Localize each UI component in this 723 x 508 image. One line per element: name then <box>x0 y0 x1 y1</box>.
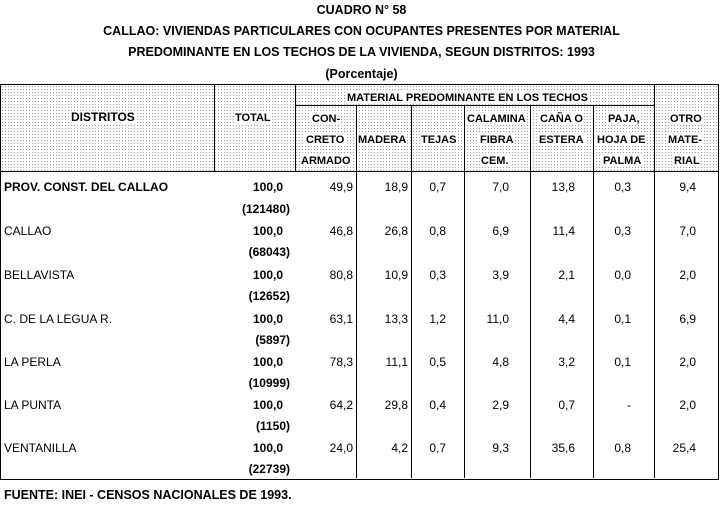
header-calamina-2: FIBRA <box>480 134 514 146</box>
row-calamina: 11,0 <box>486 312 509 326</box>
row-otro: 7,0 <box>679 224 696 238</box>
row-total: 100,0 <box>252 180 283 194</box>
row-paja: 0,1 <box>614 355 631 369</box>
row-calamina: 3,9 <box>492 268 509 282</box>
row-otro: 2,0 <box>679 355 696 369</box>
row-total: 100,0 <box>252 268 283 282</box>
col-divider-calamina <box>530 105 531 171</box>
table-title-line-2: PREDOMINANTE EN LOS TECHOS DE LA VIVIENDA, SEGUN DISTRITOS: 1993 <box>128 45 595 59</box>
row-count: (5897) <box>255 333 290 347</box>
row-tejas: 0,8 <box>429 224 446 238</box>
row-otro: 9,4 <box>679 180 696 194</box>
header-otro-2: MATE- <box>668 134 703 146</box>
row-paja: 0,1 <box>614 312 631 326</box>
header-group: MATERIAL PREDOMINANTE EN LOS TECHOS <box>347 92 588 104</box>
row-cana: 35,6 <box>551 441 575 455</box>
row-count: (121480) <box>241 202 290 216</box>
row-tejas: 0,7 <box>429 441 446 455</box>
row-name: BELLAVISTA <box>4 268 75 282</box>
row-total: 100,0 <box>252 312 283 326</box>
row-name: CALLAO <box>4 224 52 238</box>
row-concreto: 46,8 <box>329 224 353 238</box>
row-otro: 2,0 <box>679 268 696 282</box>
row-count: (12652) <box>248 289 290 303</box>
row-paja: - <box>627 398 631 412</box>
row-calamina: 2,9 <box>492 398 509 412</box>
row-calamina: 6,9 <box>492 224 509 238</box>
header-tejas: TEJAS <box>421 134 457 146</box>
table-number: CUADRO N° 58 <box>316 3 407 17</box>
row-count: (22739) <box>248 462 290 476</box>
table-unit: (Porcentaje) <box>325 67 398 81</box>
row-name: LA PERLA <box>4 355 61 369</box>
header-total: TOTAL <box>235 112 271 124</box>
row-calamina: 9,3 <box>492 441 509 455</box>
row-paja: 0,3 <box>614 224 631 238</box>
header-cana-2: ESTERA <box>539 134 584 146</box>
row-concreto: 63,1 <box>329 312 353 326</box>
col-divider-total <box>214 84 215 171</box>
row-paja: 0,0 <box>614 268 631 282</box>
header-madera: MADERA <box>358 134 407 146</box>
row-concreto: 80,8 <box>329 268 353 282</box>
row-madera: 4,2 <box>391 441 408 455</box>
row-calamina: 7,0 <box>492 180 509 194</box>
row-tejas: 0,3 <box>429 268 446 282</box>
row-total: 100,0 <box>252 224 283 238</box>
header-cana-1: CAÑA O <box>540 113 583 125</box>
row-name: C. DE LA LEGUA R. <box>4 312 113 326</box>
row-madera: 18,9 <box>384 180 408 194</box>
row-concreto: 78,3 <box>329 355 353 369</box>
row-name: VENTANILLA <box>4 441 77 455</box>
row-otro: 6,9 <box>679 312 696 326</box>
source-note: FUENTE: INEI - CENSOS NACIONALES DE 1993. <box>4 488 292 502</box>
col-divider-otro <box>654 84 655 171</box>
row-count: (68043) <box>248 245 290 259</box>
row-concreto: 64,2 <box>329 398 353 412</box>
header-paja-1: PAJA, <box>608 113 640 125</box>
row-madera: 26,8 <box>384 224 408 238</box>
header-calamina-3: CEM. <box>481 155 509 167</box>
row-madera: 11,1 <box>385 355 408 369</box>
row-name: LA PUNTA <box>4 398 62 412</box>
row-madera: 10,9 <box>384 268 408 282</box>
col-divider-madera <box>411 105 412 171</box>
row-cana: 0,7 <box>558 398 575 412</box>
col-divider-group <box>295 84 296 171</box>
table-title-line-1: CALLAO: VIVIENDAS PARTICULARES CON OCUPANTES PRESENTES POR MATERIAL <box>103 24 620 38</box>
header-bottom-line <box>0 171 718 172</box>
row-tejas: 0,4 <box>429 398 446 412</box>
header-concreto-2: CRETO <box>306 134 345 146</box>
row-otro: 2,0 <box>679 398 696 412</box>
row-paja: 0,3 <box>614 180 631 194</box>
row-concreto: 49,9 <box>329 180 353 194</box>
header-otro-3: RIAL <box>674 155 700 167</box>
header-paja-3: PALMA <box>603 155 642 167</box>
row-count: (10999) <box>248 376 290 390</box>
row-tejas: 1,2 <box>429 312 446 326</box>
row-tejas: 0,5 <box>429 355 446 369</box>
row-concreto: 24,0 <box>329 441 353 455</box>
header-group-line <box>295 105 654 106</box>
row-total: 100,0 <box>252 441 283 455</box>
header-otro-1: OTRO <box>670 113 702 125</box>
header-calamina-1: CALAMINA <box>467 113 526 125</box>
row-count: (1150) <box>255 419 290 433</box>
header-distritos: DISTRITOS <box>71 110 135 124</box>
col-divider-tejas <box>464 105 465 171</box>
row-tejas: 0,7 <box>429 180 446 194</box>
row-cana: 11,4 <box>552 224 575 238</box>
row-total: 100,0 <box>252 355 283 369</box>
row-calamina: 4,8 <box>492 355 509 369</box>
row-total: 100,0 <box>252 398 283 412</box>
row-madera: 29,8 <box>384 398 408 412</box>
data-table <box>0 84 719 480</box>
row-paja: 0,8 <box>614 441 631 455</box>
row-otro: 25,4 <box>672 441 696 455</box>
row-cana: 4,4 <box>558 312 575 326</box>
row-cana: 13,8 <box>551 180 575 194</box>
row-cana: 3,2 <box>558 355 575 369</box>
row-name: PROV. CONST. DEL CALLAO <box>4 180 169 194</box>
col-divider-cana <box>593 105 594 171</box>
header-concreto-1: CON- <box>312 113 341 125</box>
row-madera: 13,3 <box>384 312 408 326</box>
header-paja-2: HOJA DE <box>597 134 646 146</box>
row-cana: 2,1 <box>558 268 575 282</box>
header-concreto-3: ARMADO <box>301 155 351 167</box>
